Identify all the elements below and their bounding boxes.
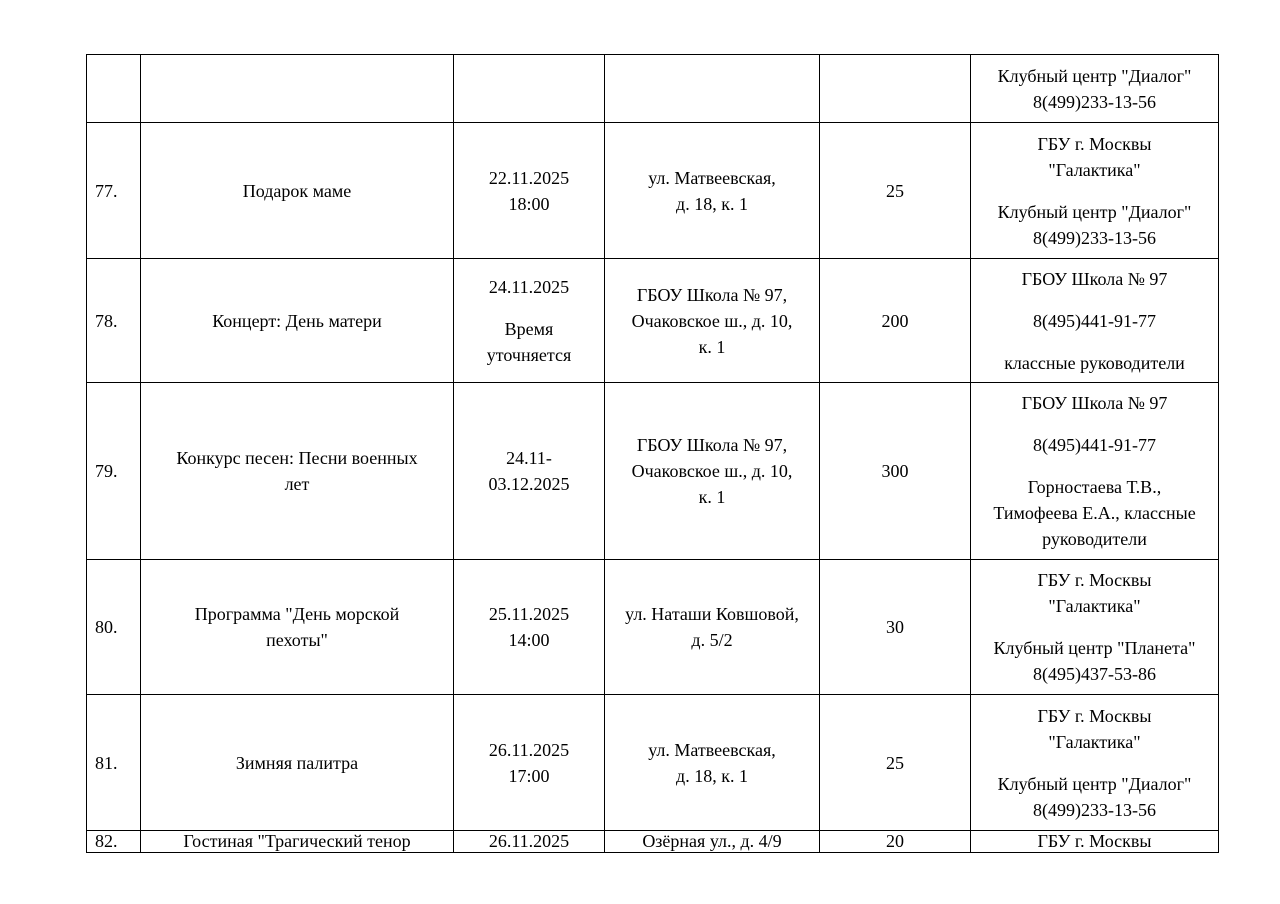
row-number-cell [87,259,141,383]
event-address-cell [605,560,820,695]
row-number-cell [87,560,141,695]
responsible-contact-line: ГБУ г. Москвы [1037,133,1152,154]
event-address-line: к. 1 [698,336,726,357]
paragraph-gap [977,755,1212,771]
responsible-contact-line: "Галактика" [1048,731,1141,752]
participant-count-cell [820,55,971,123]
responsible-contact-line: Тимофеева Е.А., классные [993,503,1196,523]
responsible-contact-line: классные руководители [1004,352,1185,373]
participant-count-cell [820,560,971,695]
event-date-line: 26.11.2025 [488,739,570,760]
responsible-contact-line: ГБОУ Школа № 97 [1021,393,1168,413]
event-address-cell [605,695,820,831]
paragraph-gap [977,458,1212,474]
event-name-line: Концерт: День матери [212,310,382,331]
row-number: 80. [95,617,118,637]
event-date-line: уточняется [486,344,572,365]
responsible-contact-line: 8(495)441-91-77 [1033,435,1156,455]
participant-count-cell [820,123,971,259]
row-number-cell [87,831,141,853]
responsible-contact-line: ГБУ г. Москвы [1037,705,1152,726]
responsible-contact-line: "Галактика" [1048,159,1141,180]
event-name-cell [141,55,454,123]
participant-count-cell [820,695,971,831]
event-address-line: ГБОУ Школа № 97, [636,284,788,305]
responsible-contact-cell [971,560,1219,695]
event-date-line: 17:00 [508,765,550,786]
responsible-contact-cell [971,259,1219,383]
responsible-contact-line: ГБУ г. Москвы [1037,831,1152,851]
event-date-line: 25.11.2025 [488,604,570,624]
table-row [87,123,1219,259]
responsible-contact-line: ГБОУ Школа № 97 [1021,268,1168,289]
event-date-cell [454,123,605,259]
paragraph-gap [977,334,1212,350]
participant-count-cell [820,383,971,560]
event-address-cell [605,831,820,853]
event-name-line: лет [284,474,310,494]
event-name-line: Зимняя палитра [235,752,359,773]
event-name-line: пехоты" [266,630,328,650]
event-address-line: Очаковское ш., д. 10, [631,310,793,331]
responsible-contact-cell [971,831,1219,853]
event-date-cell [454,383,605,560]
responsible-contact-line: ГБУ г. Москвы [1037,570,1152,590]
event-address-line: к. 1 [698,487,726,507]
event-date-cell [454,560,605,695]
participant-count: 30 [886,617,904,637]
participant-count: 25 [886,752,904,773]
event-date-line: Время [504,318,554,339]
table-row [87,560,1219,695]
table-row [87,259,1219,383]
event-name-line: Гостиная "Трагический тенор [183,831,411,851]
paragraph-gap [977,416,1212,432]
participant-count: 300 [881,461,909,481]
responsible-contact-line: Клубный центр "Диалог" [997,773,1192,794]
responsible-contact-line: руководители [1042,529,1147,549]
row-number-cell [87,55,141,123]
event-name-cell [141,259,454,383]
responsible-contact-line: Клубный центр "Диалог" [997,201,1192,222]
paragraph-gap [977,619,1212,635]
event-date-cell [454,259,605,383]
events-table-body [87,55,1219,853]
responsible-contact-line: 8(499)233-13-56 [1033,799,1156,820]
table-row [87,55,1219,123]
responsible-contact-line: 8(495)441-91-77 [1033,310,1156,331]
event-address-cell [605,123,820,259]
participant-count: 25 [886,180,904,201]
row-number-cell [87,383,141,560]
event-address-line: Озёрная ул., д. 4/9 [642,831,782,851]
responsible-contact-cell [971,695,1219,831]
paragraph-gap [460,300,598,316]
responsible-contact-line: "Галактика" [1048,596,1141,616]
row-number: 77. [95,180,118,201]
event-address-line: Очаковское ш., д. 10, [631,461,793,481]
row-number-cell [87,695,141,831]
table-row [87,695,1219,831]
event-date-line: 14:00 [508,630,550,650]
responsible-contact-cell [971,383,1219,560]
row-number: 78. [95,310,118,331]
responsible-contact-cell [971,123,1219,259]
paragraph-gap [977,292,1212,308]
event-name-line: Подарок маме [242,180,352,201]
table-row [87,831,1219,853]
event-name-cell [141,560,454,695]
event-name-cell [141,695,454,831]
paragraph-gap [977,183,1212,199]
participant-count: 20 [886,831,904,851]
responsible-contact-line: 8(495)437-53-86 [1033,664,1156,684]
responsible-contact-line: 8(499)233-13-56 [1033,227,1156,248]
event-address-line: д. 18, к. 1 [676,765,748,786]
event-address-cell [605,259,820,383]
event-address-line: ГБОУ Школа № 97, [636,435,788,455]
event-name-cell [141,383,454,560]
row-number: 79. [95,461,118,481]
responsible-contact-line: 8(499)233-13-56 [1033,91,1156,112]
event-name-cell [141,831,454,853]
responsible-contact-cell [971,55,1219,123]
events-table [86,54,1219,853]
responsible-contact-line: Клубный центр "Планета" [993,638,1196,658]
event-date-cell [454,55,605,123]
event-address-cell [605,55,820,123]
event-date-line: 03.12.2025 [488,474,570,494]
participant-count-cell [820,259,971,383]
event-date-line: 24.11.2025 [488,276,570,297]
row-number: 82. [95,831,118,851]
event-date-cell [454,695,605,831]
event-address-line: ул. Матвеевская, [648,739,776,760]
event-date-line: 18:00 [508,193,550,214]
participant-count-cell [820,831,971,853]
event-address-line: д. 18, к. 1 [676,193,748,214]
event-address-line: ул. Наташи Ковшовой, [625,604,799,624]
event-date-cell [454,831,605,853]
event-date-line: 22.11.2025 [488,167,570,188]
participant-count: 200 [881,310,909,331]
row-number-cell [87,123,141,259]
table-row [87,383,1219,560]
row-number: 81. [95,752,118,773]
event-name-cell [141,123,454,259]
event-address-cell [605,383,820,560]
responsible-contact-line: Клубный центр "Диалог" [997,65,1192,86]
responsible-contact-line: Горностаева Т.В., [1027,477,1162,497]
event-date-line: 26.11.2025 [488,831,570,851]
event-address-line: д. 5/2 [691,630,733,650]
event-name-line: Программа "День морской [194,604,400,624]
event-date-line: 24.11- [506,448,552,468]
event-name-line: Конкурс песен: Песни военных [176,448,418,468]
event-address-line: ул. Матвеевская, [648,167,776,188]
